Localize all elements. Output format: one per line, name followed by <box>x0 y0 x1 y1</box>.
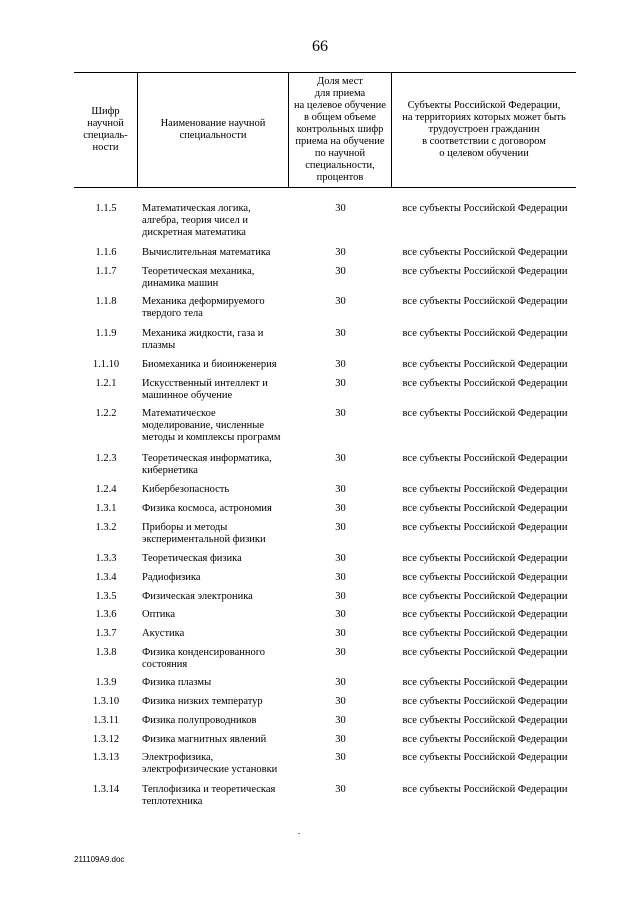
row-code: 1.3.9 <box>95 677 117 688</box>
row-name: Искусственный интеллект и машинное обучение <box>142 378 268 401</box>
row-share: 30 <box>335 784 346 795</box>
header-name: Наименование научной специальности <box>138 73 289 187</box>
row-subjects: все субъекты Российской Федерации <box>402 408 568 419</box>
row-name: Физика низких температур <box>142 696 263 707</box>
row-name: Механика жидкости, газа и плазмы <box>142 328 264 351</box>
row-share: 30 <box>335 203 346 214</box>
row-share: 30 <box>335 266 346 277</box>
row-name: Физика конденсированного состояния <box>142 647 266 670</box>
row-subjects: все субъекты Российской Федерации <box>402 378 568 389</box>
row-code: 1.3.13 <box>92 752 120 763</box>
row-subjects: все субъекты Российской Федерации <box>402 784 568 795</box>
row-name: Биомеханика и биоинженерия <box>142 359 277 370</box>
row-share: 30 <box>335 715 346 726</box>
row-subjects: все субъекты Российской Федерации <box>402 203 568 214</box>
row-code: 1.3.11 <box>93 715 119 726</box>
row-code: 1.1.6 <box>95 247 117 258</box>
row-subjects: все субъекты Российской Федерации <box>402 715 568 726</box>
row-code: 1.2.3 <box>95 453 117 464</box>
row-share: 30 <box>335 378 346 389</box>
row-name: Вычислительная математика <box>142 247 271 258</box>
row-subjects: все субъекты Российской Федерации <box>402 609 568 620</box>
row-subjects: все субъекты Российской Федерации <box>402 752 568 763</box>
row-code: 1.3.14 <box>92 784 120 795</box>
row-name: Оптика <box>142 609 176 620</box>
row-subjects: все субъекты Российской Федерации <box>402 296 568 307</box>
row-subjects: все субъекты Российской Федерации <box>402 503 568 514</box>
row-share: 30 <box>335 609 346 620</box>
row-code: 1.2.2 <box>95 408 117 419</box>
row-name: Радиофизика <box>142 572 201 583</box>
row-code: 1.3.12 <box>92 734 120 745</box>
row-name: Математическое моделирование, численные методы и комплексы программ <box>142 408 281 443</box>
row-subjects: все субъекты Российской Федерации <box>402 266 568 277</box>
row-share: 30 <box>335 503 346 514</box>
row-name: Физика магнитных явлений <box>142 734 267 745</box>
row-subjects: все субъекты Российской Федерации <box>402 734 568 745</box>
row-subjects: все субъекты Российской Федерации <box>402 247 568 258</box>
row-share: 30 <box>335 752 346 763</box>
row-share: 30 <box>335 359 346 370</box>
row-name: Теоретическая физика <box>142 553 242 564</box>
row-code: 1.1.8 <box>95 296 117 307</box>
row-name: Физика полупроводников <box>142 715 257 726</box>
row-share: 30 <box>335 628 346 639</box>
scan-mark <box>298 833 300 834</box>
row-code: 1.3.1 <box>95 503 117 514</box>
row-name: Теплофизика и теоретическая теплотехника <box>142 784 276 807</box>
row-code: 1.2.4 <box>95 484 117 495</box>
row-subjects: все субъекты Российской Федерации <box>402 359 568 370</box>
row-subjects: все субъекты Российской Федерации <box>402 591 568 602</box>
row-name: Физика плазмы <box>142 677 212 688</box>
row-subjects: все субъекты Российской Федерации <box>402 628 568 639</box>
row-share: 30 <box>335 484 346 495</box>
row-code: 1.1.9 <box>95 328 117 339</box>
row-code: 1.1.5 <box>95 203 117 214</box>
row-share: 30 <box>335 328 346 339</box>
row-code: 1.3.8 <box>95 647 117 658</box>
row-share: 30 <box>335 408 346 419</box>
row-name: Кибербезопасность <box>142 484 230 495</box>
row-subjects: все субъекты Российской Федерации <box>402 677 568 688</box>
table-header <box>74 72 576 188</box>
row-code: 1.3.6 <box>95 609 117 620</box>
row-share: 30 <box>335 677 346 688</box>
row-subjects: все субъекты Российской Федерации <box>402 553 568 564</box>
row-share: 30 <box>335 572 346 583</box>
row-code: 1.3.4 <box>95 572 117 583</box>
row-subjects: все субъекты Российской Федерации <box>402 696 568 707</box>
row-name: Теоретическая информатика, кибернетика <box>142 453 272 476</box>
row-name: Теоретическая механика, динамика машин <box>142 266 255 289</box>
row-code: 1.3.2 <box>95 522 117 533</box>
row-name: Электрофизика, электрофизические установки <box>142 752 278 775</box>
row-code: 1.3.5 <box>95 591 117 602</box>
header-code: Шифр научной специаль- ности <box>74 73 138 187</box>
row-share: 30 <box>335 647 346 658</box>
row-name: Акустика <box>142 628 185 639</box>
row-code: 1.3.10 <box>92 696 120 707</box>
row-name: Физика космоса, астрономия <box>142 503 272 514</box>
row-share: 30 <box>335 522 346 533</box>
row-subjects: все субъекты Российской Федерации <box>402 328 568 339</box>
row-share: 30 <box>335 591 346 602</box>
row-share: 30 <box>335 247 346 258</box>
row-subjects: все субъекты Российской Федерации <box>402 572 568 583</box>
row-code: 1.2.1 <box>95 378 117 389</box>
row-share: 30 <box>335 696 346 707</box>
page-number: 66 <box>312 38 328 55</box>
row-share: 30 <box>335 296 346 307</box>
row-name: Механика деформируемого твердого тела <box>142 296 265 319</box>
header-subjects: Субъекты Российской Федерации, на территориях которых может быть трудоустроен гражданин в соответствии с договором о целевом обучении <box>402 100 566 159</box>
row-share: 30 <box>335 553 346 564</box>
row-share: 30 <box>335 734 346 745</box>
row-name: Математическая логика, алгебра, теория чисел и дискретная математика <box>142 203 251 238</box>
header-share: Доля мест для приема на целевое обучение в общем объеме контрольных шифр приема на обучение по научной специальности, процентов <box>289 73 392 187</box>
row-code: 1.1.7 <box>95 266 117 277</box>
row-code: 1.1.10 <box>92 359 120 370</box>
row-subjects: все субъекты Российской Федерации <box>402 647 568 658</box>
row-subjects: все субъекты Российской Федерации <box>402 522 568 533</box>
row-subjects: все субъекты Российской Федерации <box>402 484 568 495</box>
row-subjects: все субъекты Российской Федерации <box>402 453 568 464</box>
row-code: 1.3.7 <box>95 628 117 639</box>
row-name: Физическая электроника <box>142 591 253 602</box>
document-code: 211109A9.doc <box>74 855 125 864</box>
row-name: Приборы и методы экспериментальной физики <box>142 522 266 545</box>
row-share: 30 <box>335 453 346 464</box>
row-code: 1.3.3 <box>95 553 117 564</box>
